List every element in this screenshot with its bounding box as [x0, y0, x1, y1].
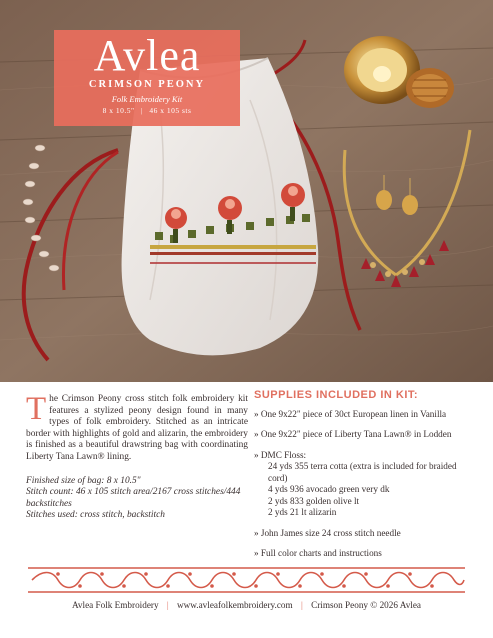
- supplies-heading: SUPPLIES INCLUDED IN KIT:: [254, 389, 419, 401]
- supply-charts: » Full color charts and instructions: [254, 548, 382, 558]
- supply-floss-label: » DMC Floss:: [254, 449, 307, 460]
- description-column: [26, 391, 248, 522]
- product-subtitle: CRIMSON PEONY: [88, 79, 206, 90]
- supply-lining: » One 9x22" piece of Liberty Tana Lawn® in Lodden: [254, 429, 452, 439]
- footer-website-link[interactable]: www.avleafolkembroidery.com: [177, 600, 293, 610]
- floss-line: 2 yds 833 golden olive lt: [268, 495, 360, 506]
- supply-needle: » John James size 24 cross stitch needle: [254, 527, 401, 538]
- spec-finished-size: Finished size of bag: 8 x 10.5": [26, 475, 141, 486]
- footer-copyright: Crimson Peony © 2026 Avlea: [311, 600, 422, 610]
- floss-line: 4 yds 936 avocado green very dk: [268, 484, 390, 494]
- specs-block: [26, 476, 248, 522]
- decorative-scroll-border: [28, 566, 465, 594]
- spec-stitches-used: Stitches used: cross stitch, backstitch: [26, 510, 165, 521]
- footer-separator: |: [166, 600, 169, 610]
- footer-separator: |: [300, 600, 303, 610]
- supplies-column: [254, 390, 474, 569]
- product-title: Avlea: [93, 31, 201, 80]
- spec-stitch-count: Stitch count: 46 x 105 stitch area/2167 cross stitches/444 backstitches: [26, 487, 241, 509]
- drop-cap: T: [26, 391, 47, 427]
- supply-floss: [254, 450, 474, 519]
- intro-text: he Crimson Peony cross stitch folk embroidery kit features a stylized peony design found in many types of folk embroidery. Stitched as an intricate border with highlights of gold and alizarin, the embroidery is finished as a beautiful drawstring bag with coordinating Liberty Tana Lawn® lining.: [26, 394, 248, 462]
- stitch-count: 46 x 105 sts: [149, 106, 192, 115]
- dimensions-separator: |: [140, 106, 143, 115]
- finished-size: 8 x 10.5": [102, 106, 135, 115]
- intro-paragraph: [26, 391, 248, 464]
- supply-linen: » One 9x22" piece of 30ct European linen in Vanilla: [254, 408, 447, 419]
- footer-brand: Avlea Folk Embroidery: [71, 600, 159, 610]
- floss-line: 2 yds 21 lt alizarin: [268, 507, 337, 517]
- floss-line: 24 yds 355 terra cotta (extra is included for braided cord): [268, 461, 457, 483]
- footer: [0, 600, 493, 610]
- dimensions-line: [54, 106, 240, 115]
- title-box: [54, 30, 240, 126]
- kit-label: Folk Embroidery Kit: [111, 94, 183, 104]
